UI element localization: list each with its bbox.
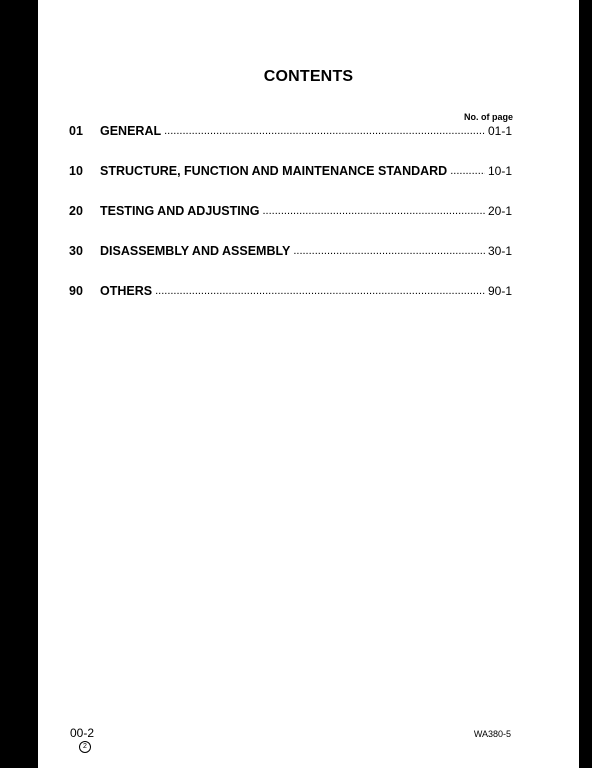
toc-entry-label: OTHERS [100,284,153,298]
toc-entry-number: 10 [69,164,83,178]
dot-leader [293,245,485,257]
table-of-contents [69,124,512,324]
dot-leader [164,125,485,137]
page-column-header: No. of page [464,112,513,122]
toc-entry-label: DISASSEMBLY AND ASSEMBLY [100,244,291,258]
document-page [38,0,579,768]
toc-entry-label: STRUCTURE, FUNCTION AND MAINTENANCE STANDARD [100,164,448,178]
toc-entry-structure-function[interactable] [69,164,512,204]
toc-entry-label: GENERAL [100,124,162,138]
toc-entry-number: 30 [69,244,83,258]
page-title: CONTENTS [263,68,354,85]
dot-leader [155,285,485,297]
toc-entry-label: TESTING AND ADJUSTING [100,204,260,218]
toc-entry-page: 10-1 [487,164,512,178]
toc-entry-others[interactable] [69,284,512,324]
dot-leader [450,165,485,177]
toc-entry-page: 01-1 [487,124,512,138]
toc-entry-general[interactable] [69,124,512,164]
toc-entry-testing-adjusting[interactable] [69,204,512,244]
toc-entry-number: 20 [69,204,83,218]
toc-entry-disassembly-assembly[interactable] [69,244,512,284]
toc-entry-page: 30-1 [487,244,512,258]
toc-entry-number: 90 [69,284,83,298]
toc-entry-page: 90-1 [487,284,512,298]
toc-entry-number: 01 [69,124,83,138]
dot-leader [263,205,485,217]
footer-model-code: WA380-5 [473,729,511,739]
toc-entry-page: 20-1 [487,204,512,218]
revision-mark: 2 [79,741,91,753]
footer-page-number: 00-2 [70,726,95,740]
